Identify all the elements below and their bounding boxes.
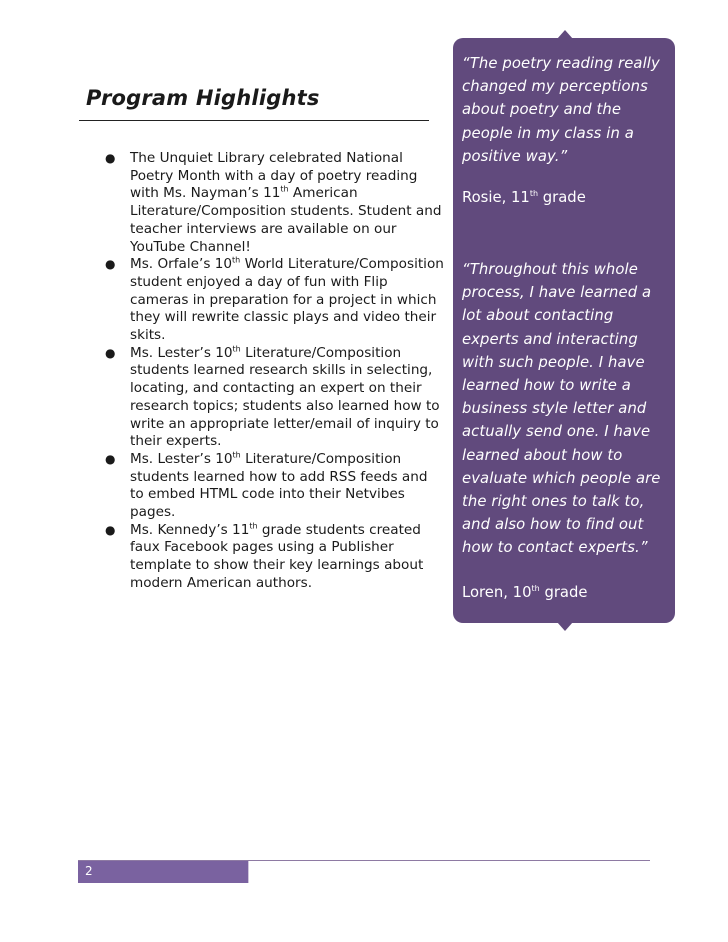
list-item: ● Ms. Lester’s 10th Literature/Composition students learned research skills in selecting, locating, and contacting an expert on their research topics; students also learned how to write an appropriate letter/email of inquiry to their experts. <box>105 344 440 450</box>
bullet-icon: ● <box>105 257 116 272</box>
bullet-icon: ● <box>105 345 116 360</box>
quote-text: “Throughout this whole process, I have learned a lot about contacting experts and interacting with such people. I have learned how to write a business style letter and actually send one. I have learned about how to evaluate which people are the right ones to talk to, and also how to find out how to contact experts.” <box>462 261 661 557</box>
bullet-icon: ● <box>105 522 116 537</box>
pull-quote-box <box>453 38 675 623</box>
notch-top-icon <box>557 30 573 39</box>
list-item: ● Ms. Kennedy’s 11th grade students created faux Facebook pages using a Publisher template to show their key learnings about modern American authors. <box>105 521 424 591</box>
footer-bar <box>78 861 249 883</box>
highlights-list <box>100 150 445 593</box>
quote-attribution: Rosie, 11th grade <box>462 189 586 206</box>
list-item: ● The Unquiet Library celebrated National Poetry Month with a day of poetry reading with Ms. Nayman’s 11th American Literature/Composition students. Student and teacher interviews are available on our YouTube Channel! <box>105 150 442 255</box>
quote-text: “The poetry reading really changed my perceptions about poetry and the people in my class in a positive way.” <box>462 55 660 165</box>
page-number: 2 <box>85 864 93 878</box>
list-item: ● Ms. Orfale’s 10th World Literature/Composition student enjoyed a day of fun with Flip cameras in preparation for a project in which they will rewrite classic plays and video their skits. <box>105 255 444 344</box>
notch-bottom-icon <box>557 622 573 631</box>
heading-divider <box>79 120 429 121</box>
bullet-icon: ● <box>105 451 116 466</box>
list-item: ● Ms. Lester’s 10th Literature/Composition students learned how to add RSS feeds and to embed HTML code into their Netvibes pages. <box>105 450 428 521</box>
quote-attribution: Loren, 10th grade <box>462 584 588 601</box>
bullet-icon: ● <box>105 151 116 165</box>
page-title: Program Highlights <box>86 86 320 110</box>
